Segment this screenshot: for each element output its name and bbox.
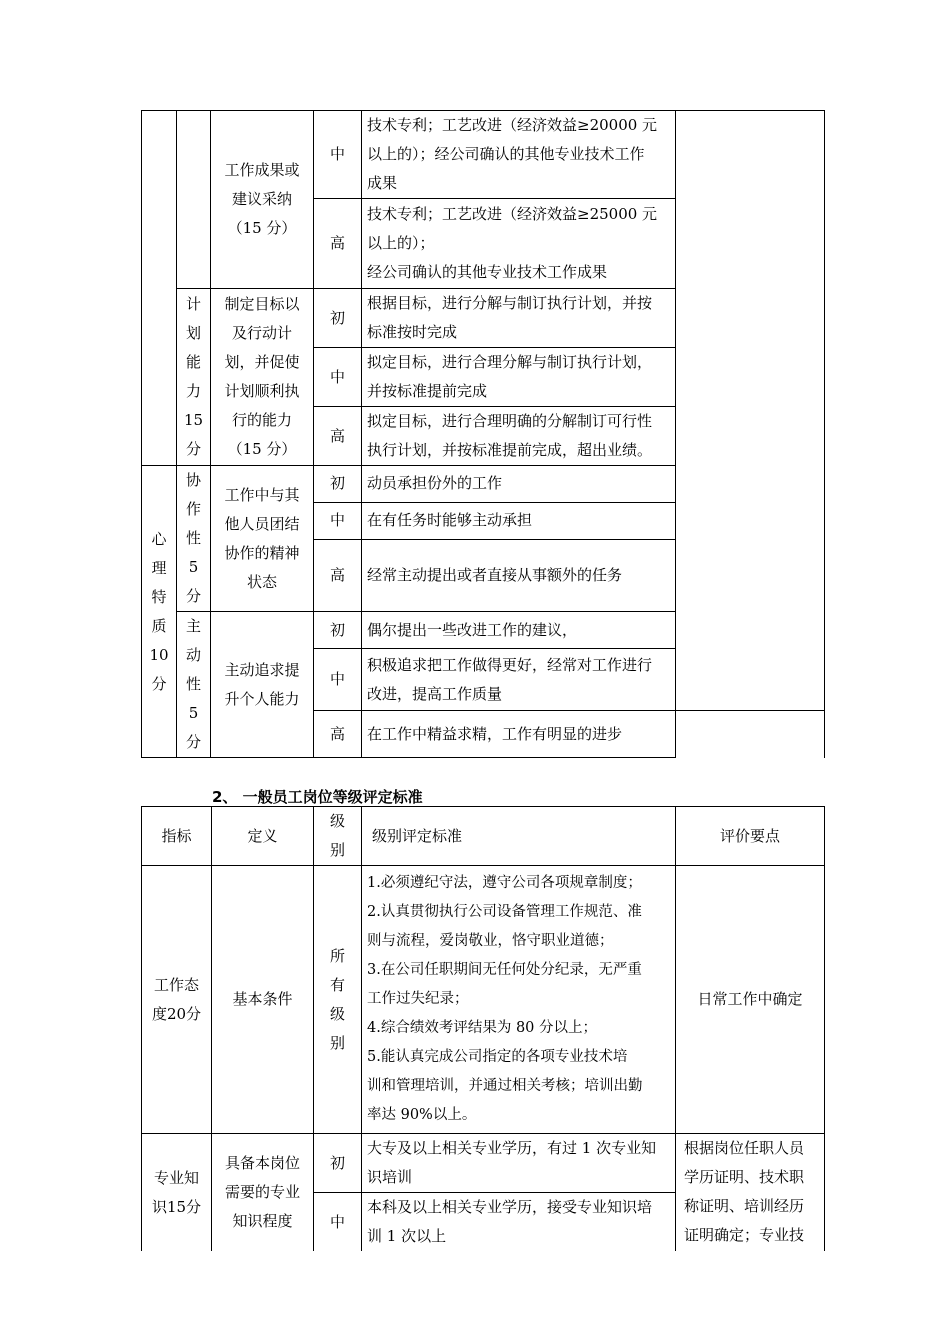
planning-label: 计 划 能 力 15 分 — [177, 289, 211, 466]
attitude-level: 所 有 级 别 — [314, 866, 362, 1134]
level-cell: 中 — [314, 111, 362, 199]
knowledge-indicator: 专业知 识15分 — [142, 1134, 212, 1252]
criteria-cell: 根据目标，进行分解与制订执行计划，并按 标准按时完成 — [362, 289, 676, 348]
criteria-cell: 在有任务时能够主动承担 — [362, 502, 676, 540]
initiative-definition: 主动追求提 升个人能力 — [211, 612, 314, 758]
planning-definition: 制定目标以 及行动计 划，并促使 计划顺利执 行的能力 （15 分） — [211, 289, 314, 466]
criteria-cell: 偶尔提出一些改进工作的建议， — [362, 612, 676, 649]
level-cell: 中 — [314, 1193, 362, 1252]
knowledge-definition: 具备本岗位 需要的专业 知识程度 — [212, 1134, 314, 1252]
subcategory-cell-blank — [177, 111, 211, 289]
level-cell: 高 — [314, 711, 362, 758]
level-cell: 中 — [314, 502, 362, 540]
knowledge-points: 根据岗位任职人员 学历证明、技术职 称证明、培训经历 证明确定；专业技 — [676, 1134, 825, 1252]
level-cell: 初 — [314, 289, 362, 348]
level-cell: 高 — [314, 199, 362, 289]
cooperation-label: 协 作 性 5 分 — [177, 466, 211, 612]
header-indicator: 指标 — [142, 807, 212, 866]
criteria-cell: 动员承担份外的工作 — [362, 466, 676, 503]
level-cell: 高 — [314, 540, 362, 612]
criteria-cell: 拟定目标，进行合理明确的分解制订可行性 执行计划，并按标准提前完成，超出业绩。 — [362, 407, 676, 466]
criteria-cell: 积极追求把工作做得更好，经常对工作进行 改进，提高工作质量 — [362, 649, 676, 711]
section-heading: 2、 一般员工岗位等级评定标准 — [212, 788, 423, 806]
employee-grade-table — [141, 806, 825, 1251]
criteria-cell: 经常主动提出或者直接从事额外的任务 — [362, 540, 676, 612]
criteria-cell: 大专及以上相关专业学历，有过 1 次专业知 识培训 — [362, 1134, 676, 1193]
header-criteria: 级别评定标准 — [362, 807, 676, 866]
initiative-label: 主 动 性 5 分 — [177, 612, 211, 758]
attitude-definition: 基本条件 — [212, 866, 314, 1134]
header-points: 评价要点 — [676, 807, 825, 866]
achievement-definition: 工作成果或 建议采纳 （15 分） — [211, 111, 314, 289]
level-cell: 初 — [314, 1134, 362, 1193]
grade-table-continued — [141, 110, 825, 758]
attitude-indicator: 工作态 度20分 — [142, 866, 212, 1134]
level-cell: 初 — [314, 612, 362, 649]
attitude-criteria: 1.必须遵纪守法，遵守公司各项规章制度； 2.认真贯彻执行公司设备管理工作规范、准 则与流程，爱岗敬业，恪守职业道德； 3.在公司任职期间无任何处分纪录，无严重 工作过失纪录； 4.综合绩效考评结果为 80 分以上； 5.能认真完成公司指定的各项专业技术培 训和管理培训，并通过相关考核；培训出勤 率达 90%以上。 — [362, 866, 676, 1134]
header-level: 级 别 — [314, 807, 362, 866]
attitude-points: 日常工作中确定 — [676, 866, 825, 1134]
evaluation-points-blank — [676, 111, 825, 711]
criteria-cell: 技术专利；工艺改进（经济效益≥20000 元 以上的）；经公司确认的其他专业技术工作 成果 — [362, 111, 676, 199]
cooperation-definition: 工作中与其 他人员团结 协作的精神 状态 — [211, 466, 314, 612]
level-cell: 中 — [314, 649, 362, 711]
level-cell: 高 — [314, 407, 362, 466]
criteria-cell: 拟定目标，进行合理分解与制订执行计划， 并按标准提前完成 — [362, 348, 676, 407]
level-cell: 中 — [314, 348, 362, 407]
level-cell: 初 — [314, 466, 362, 503]
criteria-cell: 技术专利；工艺改进（经济效益≥25000 元 以上的）； 经公司确认的其他专业技术工作成果 — [362, 199, 676, 289]
criteria-cell: 在工作中精益求精，工作有明显的进步 — [362, 711, 676, 758]
header-definition: 定义 — [212, 807, 314, 866]
category-cell-blank — [142, 111, 177, 466]
criteria-cell: 本科及以上相关专业学历，接受专业知识培 训 1 次以上 — [362, 1193, 676, 1252]
psych-traits-label: 心 理 特 质 10 分 — [142, 466, 177, 758]
